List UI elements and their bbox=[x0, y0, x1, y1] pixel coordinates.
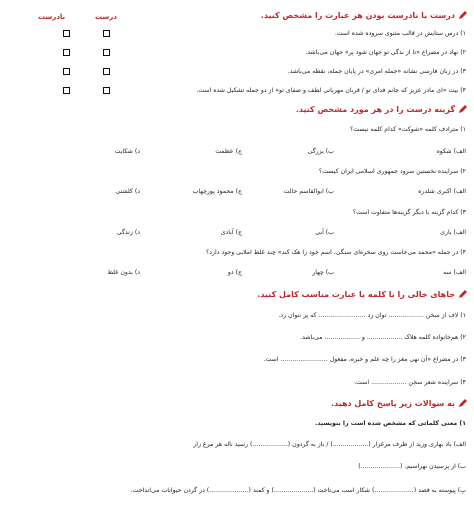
pen-icon bbox=[458, 289, 468, 299]
s2-q4-option-c[interactable]: ج) دو bbox=[227, 269, 242, 276]
s2-q1-option-b[interactable]: ب) بزرگی bbox=[307, 148, 334, 155]
s2-q3-option-b[interactable]: ب) آبی bbox=[315, 229, 334, 236]
s3-item-4[interactable]: ۴) سراینده شعر سخن .................. است. bbox=[354, 379, 466, 386]
checkbox-false-2[interactable] bbox=[63, 49, 70, 56]
s2-question-2: ۲) سراینده نخستین سرود جمهوری اسلامی ایران کیست؟ bbox=[318, 168, 466, 175]
s1-item-4: ۴) بیت «ای مادر عزیز که جانم فدای تو / قربان مهربانی لطف و صفای تو» از دو جمله تشکیل شده است. bbox=[196, 87, 466, 94]
section1-title bbox=[261, 10, 468, 20]
checkbox-false-1[interactable] bbox=[63, 30, 70, 37]
s2-question-1: ۱) مترادف کلمه «شوکت» کدام کلمه نیست؟ bbox=[350, 126, 466, 133]
s2-q2-option-d[interactable]: د) کلشتی bbox=[115, 188, 140, 195]
pen-icon bbox=[458, 10, 468, 20]
section4-title-text: به سوالات زیر پاسخ کامل دهید. bbox=[331, 398, 455, 408]
s2-q1-option-d[interactable]: د) شکایت bbox=[114, 148, 140, 155]
s2-q1-option-a[interactable]: الف) شکوه bbox=[436, 148, 466, 155]
s1-item-2: ۲) نهاد در مصراع «تا از ندگی تو جهان شود پر» جهان می‌باشد. bbox=[305, 49, 466, 56]
section4-title bbox=[331, 398, 468, 408]
s2-q4-option-d[interactable]: د) بدون غلط bbox=[107, 269, 140, 276]
s2-q3-option-a[interactable]: الف) باری bbox=[440, 229, 466, 236]
s3-item-3[interactable]: ۳) در مصراع «آن نهی مغز را چه علم و خبره، مفعول ........................ است. bbox=[263, 356, 466, 363]
checkbox-false-4[interactable] bbox=[63, 87, 70, 94]
section2-title-text: گزینه درست را در هر مورد مشخص کنید. bbox=[295, 104, 455, 114]
s1-item-3: ۳) در زبان فارسی نشانه «جمله امری» در پایان جمله، نقطه می‌باشد. bbox=[287, 68, 466, 75]
s4-subtitle: ۱) معنی کلماتی که مشخص شده است را بنویسید. bbox=[314, 420, 466, 427]
pen-icon bbox=[458, 104, 468, 114]
s2-q2-option-a[interactable]: الف) اکبری شلدره bbox=[418, 188, 466, 195]
s2-q2-option-b[interactable]: ب) ابوالقاسم حالت bbox=[283, 188, 334, 195]
s2-q3-option-c[interactable]: ج) آبادی bbox=[220, 229, 242, 236]
s2-q4-option-a[interactable]: الف) سه bbox=[443, 269, 466, 276]
section1-title-text: درست یا نادرست بودن هر عبارت را مشخص کنید. bbox=[260, 10, 455, 20]
column-header-true: درست bbox=[95, 13, 117, 21]
s2-question-4: ۴) در جمله «محمد می‌خاست روی سخره‌ای سنگی، اسم خود را هک کند» چند غلط املایی وجود دارد؟ bbox=[205, 249, 466, 256]
s2-q1-option-c[interactable]: ج) عظمت bbox=[215, 148, 242, 155]
section3-title-text: جاهای خالی را با کلمه یا عبارت مناسب کامل کنید. bbox=[257, 289, 455, 299]
checkbox-true-3[interactable] bbox=[103, 68, 110, 75]
s4-item-a[interactable]: الف) باد بهاری وزید از طرف مرغزار (..................) / باز به گردون (..................) رسید ناله هر مرغ زار bbox=[193, 441, 466, 448]
s4-item-c[interactable]: پ) پیوسته به قصد (....................) شکار اسب می‌تاخت (....................) و کمند (....................) در گردن حیوانات می‌انداخت. bbox=[130, 487, 466, 494]
s2-q2-option-c[interactable]: ج) محمود پورچهاب bbox=[192, 188, 242, 195]
s4-item-b[interactable]: ب) از پرسیدن نهراسیم. (....................) bbox=[358, 463, 466, 470]
checkbox-true-4[interactable] bbox=[103, 87, 110, 94]
checkbox-true-1[interactable] bbox=[103, 30, 110, 37]
s1-item-1: ۱) درس ستایش در قالب مثنوی سروده شده است. bbox=[334, 30, 466, 37]
s3-item-2[interactable]: ۲) هم‌خانواده کلمه هلاک .................. و .................. می‌باشد. bbox=[300, 334, 466, 341]
s2-q3-option-d[interactable]: د) زندگی bbox=[116, 229, 140, 236]
pen-icon bbox=[458, 398, 468, 408]
section2-title bbox=[296, 104, 468, 114]
checkbox-false-3[interactable] bbox=[63, 68, 70, 75]
s2-q4-option-b[interactable]: ب) چهار bbox=[312, 269, 334, 276]
s3-item-1[interactable]: ۱) لاف از سخن .................. توان زد ........................ که پر نتوان زد. bbox=[278, 312, 466, 319]
column-header-false: نادرست bbox=[38, 13, 66, 21]
s2-question-3: ۳) کدام گزینه با دیگر گزینه‌ها متفاوت است؟ bbox=[352, 209, 466, 216]
checkbox-true-2[interactable] bbox=[103, 49, 110, 56]
section3-title bbox=[257, 289, 468, 299]
